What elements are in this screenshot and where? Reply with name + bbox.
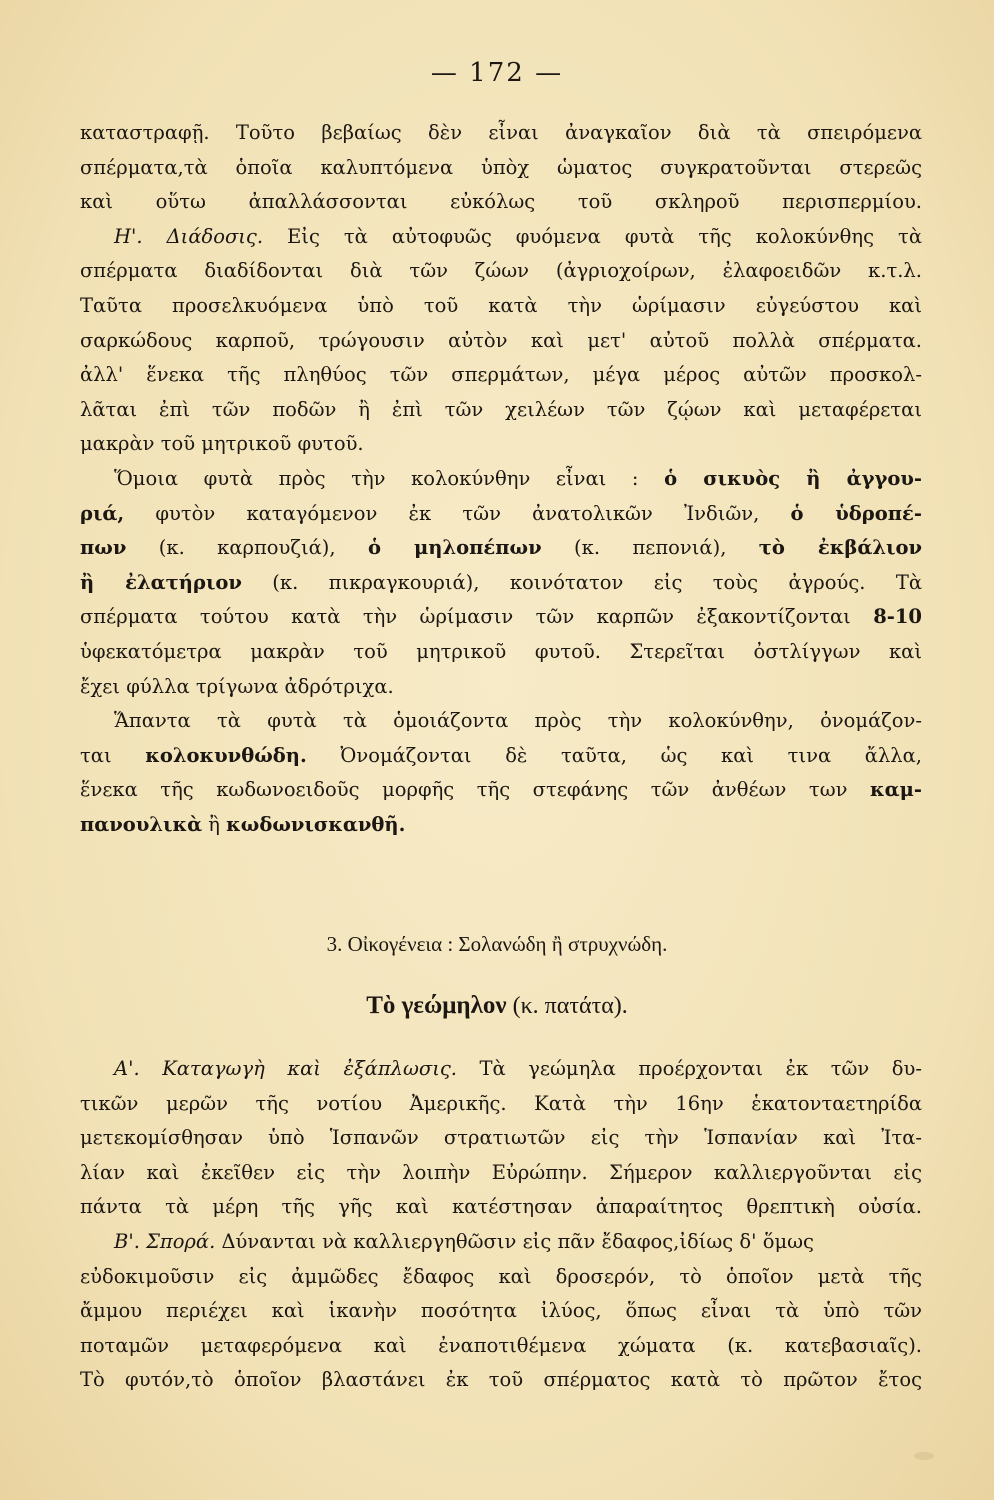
paragraph-similar-line: ἢ ἐλατήριον (κ. πικραγκουριά), κοινότατον εἰς τοὺς ἀγρούς. Τὰ	[80, 570, 922, 594]
section-title-rest: (κ. πατάτα).	[506, 993, 628, 1019]
text-line: Τὸ φυτόν,τὸ ὁποῖον βλαστάνει ἐκ τοῦ σπέρματος κατὰ τὸ πρῶτον ἔτος	[80, 1368, 922, 1392]
paragraph-similar-line: σπέρματα τούτου κατὰ τὴν ὡρίμασιν τῶν καρπῶν ἐξακοντίζονται 8-10	[80, 605, 922, 629]
text-line: σαρκώδους καρποῦ, τρώγουσιν αὐτὸν καὶ μετ' αὐτοῦ πολλὰ σπέρματα.	[80, 328, 922, 352]
text-line: σπέρματα διαδίδονται διὰ τῶν ζώων (ἀγριοχοίρων, ἐλαφοειδῶν κ.τ.λ.	[80, 259, 922, 283]
bold-term: ὁ σικυὸς ἢ ἀγγου-	[664, 466, 922, 490]
paragraph-a-heading: Α'. Καταγωγὴ καὶ ἐξάπλωσις.	[114, 1057, 457, 1080]
text-line: εὐδοκιμοῦσιν εἰς ἀμμῶδες ἔδαφος καὶ δροσερόν, τὸ ὁποῖον μετὰ τῆς	[80, 1264, 922, 1288]
paragraph-all-line-last: πανουλικὰ ἢ κωδωνισκανθῆ.	[80, 812, 406, 836]
paper-smudge	[914, 1452, 934, 1460]
paragraph-similar-line: ριά, φυτὸν καταγόμενον ἐκ τῶν ἀνατολικῶν Ἰνδιῶν, ὁ ὑδροπέ-	[80, 501, 922, 525]
paragraph-h-heading: Η'. Διάδοσις.	[114, 224, 264, 248]
text-line: λᾶται ἐπὶ τῶν ποδῶν ἢ ἐπὶ τῶν χειλέων τῶν ζῴων καὶ μεταφέρεται	[80, 397, 922, 421]
paragraph-all-line: Ἅπαντα τὰ φυτὰ τὰ ὁμοιάζοντα πρὸς τὴν κολοκύνθην, ὀνομάζον-	[114, 709, 922, 733]
paragraph-similar-line: ὑφεκατόμετρα μακρὰν τοῦ μητρικοῦ φυτοῦ. Στερεῖται ὀστλίγγων καὶ	[80, 639, 922, 663]
bold-term: ἢ ἐλατήριον	[80, 570, 242, 594]
family-heading: 3. Οἰκογένεια : Σολανώδη ἢ στρυχνώδη.	[326, 932, 668, 956]
body-text-top	[80, 116, 922, 842]
bold-term: καμ-	[870, 778, 922, 802]
bold-term: πανουλικὰ	[80, 812, 203, 836]
text-line: λίαν καὶ ἐκεῖθεν εἰς τὴν λοιπὴν Εὐρώπην. Σήμερον καλλιεργοῦνται εἰς	[80, 1160, 922, 1184]
text-line: ἄμμου περιέχει καὶ ἱκανὴν ποσότητα ἰλύος, ὅπως εἶναι τὰ ὑπὸ τῶν	[80, 1299, 922, 1323]
paragraph-similar-line: πων (κ. καρπουζιά), ὁ μηλοπέπων (κ. πεπονιά), τὸ ἐκβάλιον	[80, 536, 922, 560]
bold-term: πων	[80, 536, 127, 560]
bold-term: κολοκυνθώδη.	[145, 743, 307, 767]
section-title-bold: Τὸ γεώμηλον	[366, 992, 507, 1019]
paragraph-a-first-line: Α'. Καταγωγὴ καὶ ἐξάπλωσις. Τὰ γεώμηλα προέρχονται ἐκ τῶν δυ-	[114, 1057, 922, 1080]
paragraph-b-first-line: Β'. Σπορά. Δύνανται νὰ καλλιεργηθῶσιν εἰς πᾶν ἔδαφος,ἰδίως δ' ὅμως	[114, 1229, 814, 1253]
text-line: σπέρματα,τὰ ὁποῖα καλυπτόμενα ὑπὸχ ὡματος συγκρατοῦνται στερεῶς	[80, 155, 922, 179]
section-title	[0, 992, 994, 1020]
text-line: τικῶν μερῶν τῆς νοτίου Ἀμερικῆς. Κατὰ τὴν 16ην ἑκατονταετηρίδα	[80, 1091, 922, 1115]
paragraph-all-line: ἕνεκα τῆς κωδωνοειδοῦς μορφῆς τῆς στεφάνης τῶν ἀνθέων των καμ-	[80, 778, 922, 802]
text-line: καταστραφῇ. Τοῦτο βεβαίως δὲν εἶναι ἀναγκαῖον διὰ τὰ σπειρόμενα	[80, 121, 922, 144]
page-number: — 172 —	[430, 58, 564, 88]
bold-term: ὁ ὑδροπέ-	[790, 501, 922, 525]
paragraph-h-first-line: Η'. Διάδοσις. Εἰς τὰ αὐτοφυῶς φυόμενα φυτὰ τῆς κολοκύνθης τὰ	[114, 224, 922, 248]
text-line: καὶ οὕτω ἀπαλλάσσονται εὐκόλως τοῦ σκληροῦ περισπερμίου.	[80, 190, 922, 214]
text-line: ποταμῶν μεταφερόμενα καὶ ἐναποτιθέμενα χώματα (κ. κατεβασιαῖς).	[80, 1333, 922, 1357]
text-line: ἀλλ' ἕνεκα τῆς πληθύος τῶν σπερμάτων, μέγα μέρος αὐτῶν προσκολ-	[80, 363, 922, 387]
paragraph-all-line: ται κολοκυνθώδη. Ὀνομάζονται δὲ ταῦτα, ὡς καὶ τινα ἄλλα,	[80, 743, 922, 767]
bold-term: ριά,	[80, 501, 125, 525]
text-line-last: μακρὰν τοῦ μητρικοῦ φυτοῦ.	[80, 432, 364, 456]
paragraph-similar-line: Ὅμοια φυτὰ πρὸς τὴν κολοκύνθην εἶναι : ὁ σικυὸς ἢ ἀγγου-	[114, 466, 922, 490]
text-line-last: πάντα τὰ μέρη τῆς γῆς καὶ κατέστησαν ἀπαραίτητος θρεπτικὴ οὐσία.	[80, 1195, 922, 1219]
bold-number: 8-10	[873, 605, 922, 629]
bold-term: ὁ μηλοπέπων	[368, 536, 542, 560]
bold-term: κωδωνισκανθῆ.	[226, 812, 406, 836]
text-line: μετεκομίσθησαν ὑπὸ Ἱσπανῶν στρατιωτῶν εἰς τὴν Ἱσπανίαν καὶ Ἰτα-	[80, 1126, 922, 1150]
paragraph-similar-line-last: ἔχει φύλλα τρίγωνα ἀδρότριχα.	[80, 674, 394, 698]
bold-term: τὸ ἐκβάλιον	[758, 536, 922, 560]
text-line: Ταῦτα προσελκυόμενα ὑπὸ τοῦ κατὰ τὴν ὡρίμασιν εὐγεύστου καὶ	[80, 293, 922, 317]
paragraph-b-heading: Β'. Σπορά.	[114, 1229, 216, 1253]
body-text-bottom	[80, 1052, 922, 1398]
